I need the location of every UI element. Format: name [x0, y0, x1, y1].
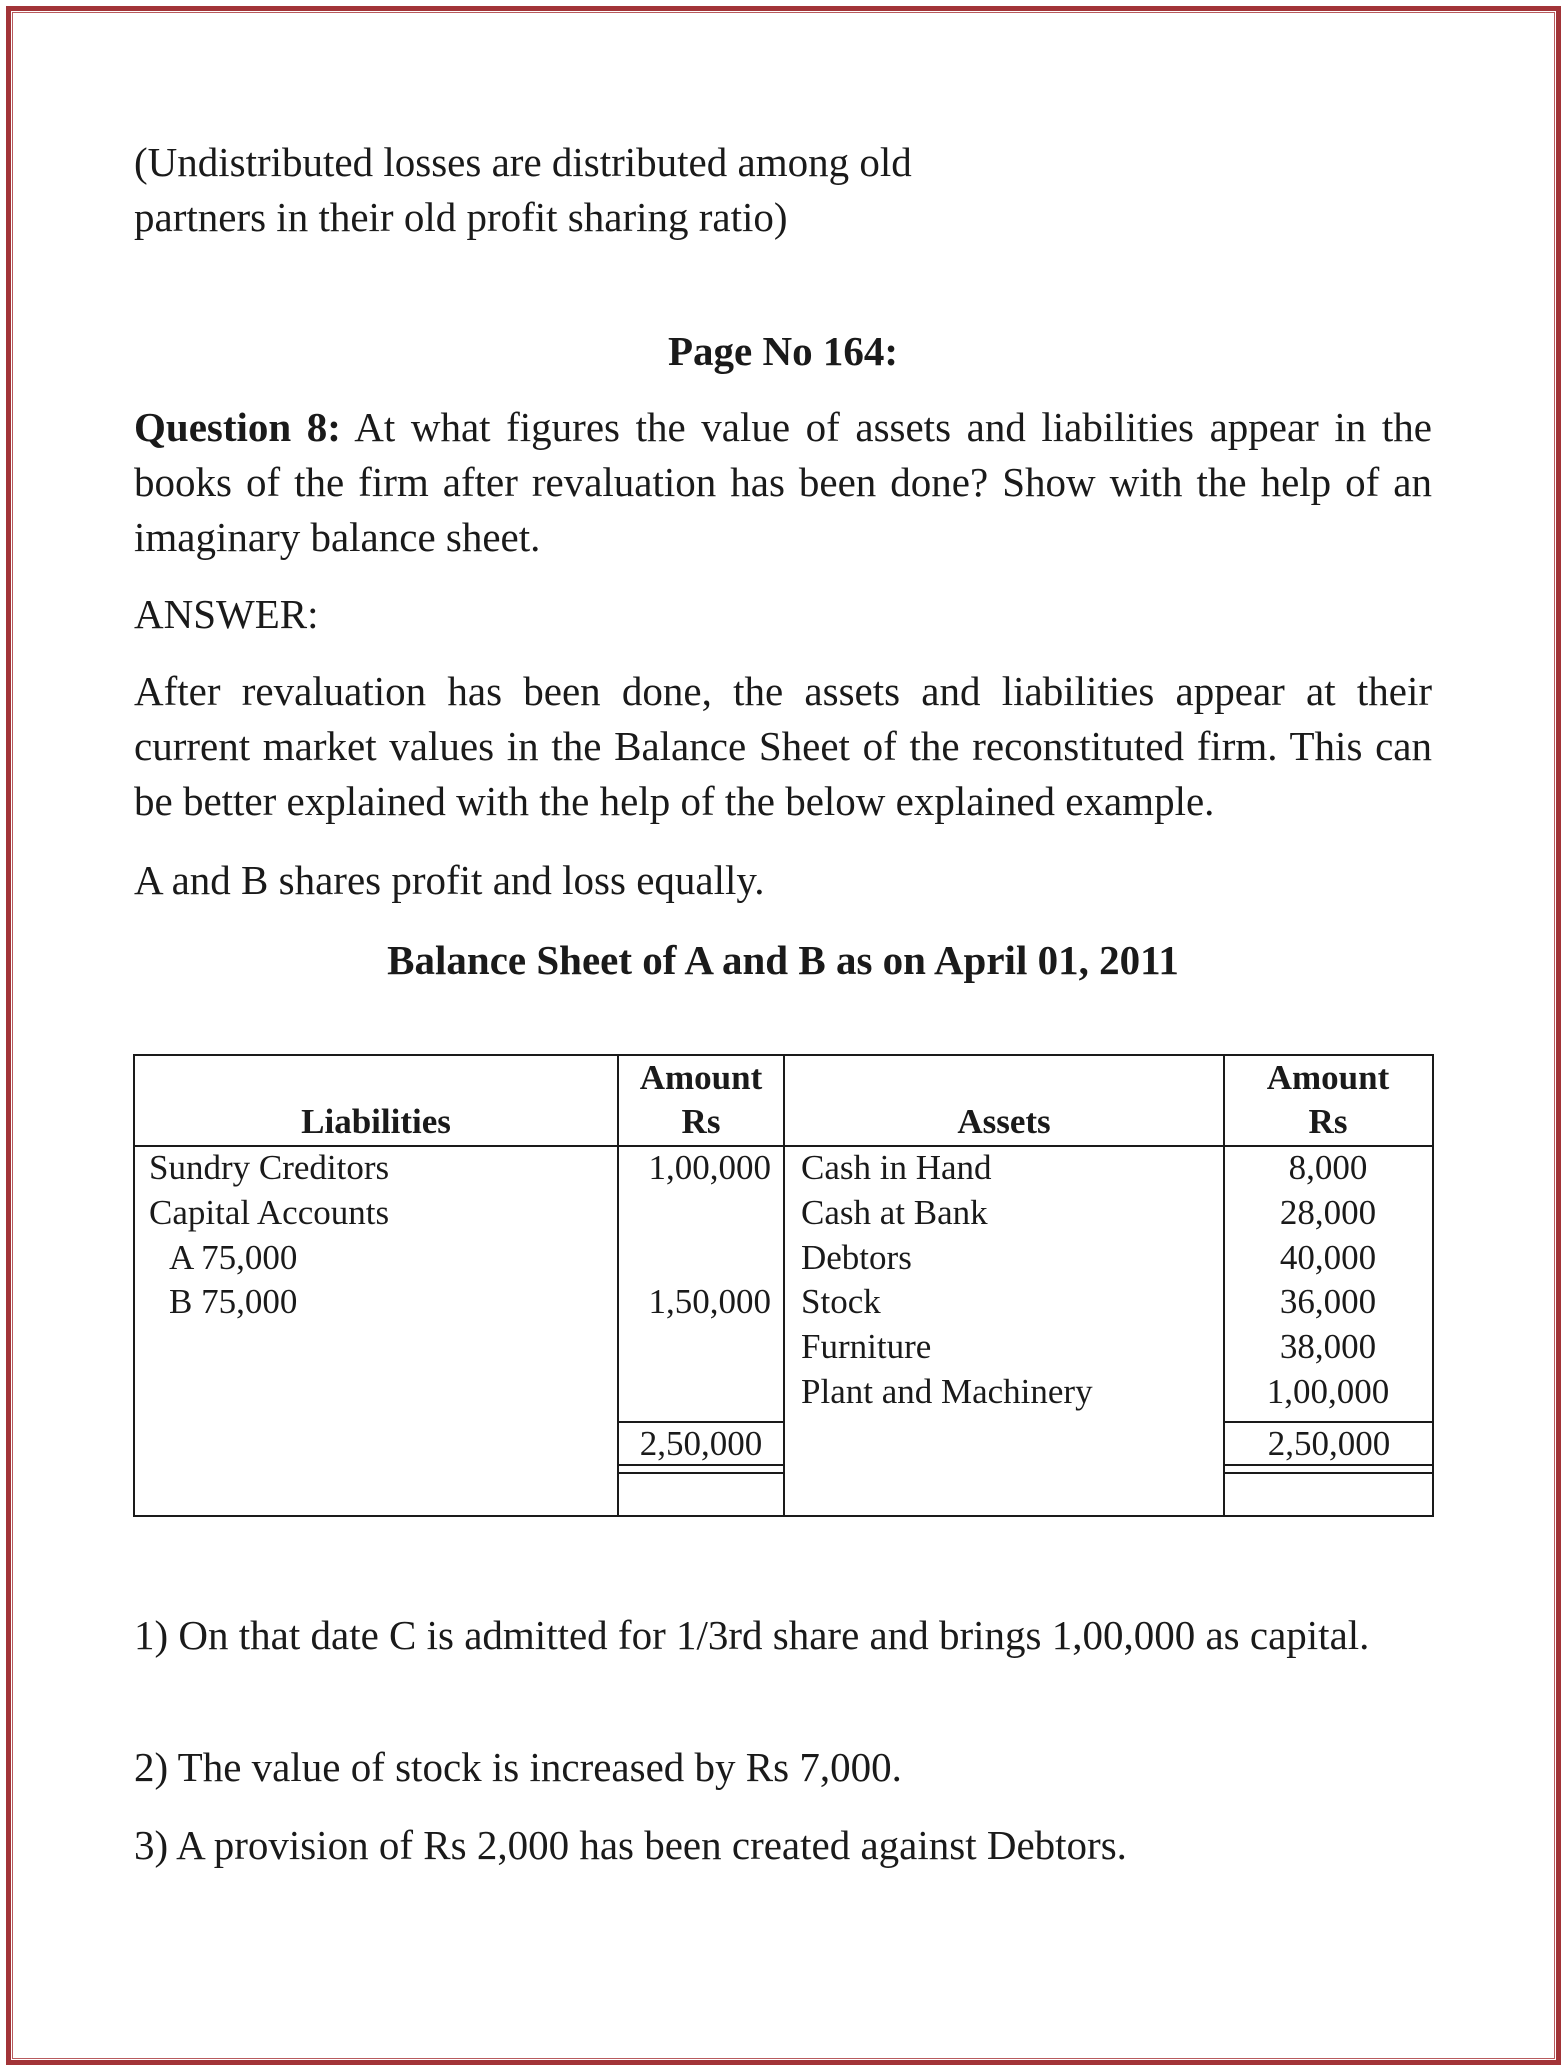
- header-rs-label: Rs: [681, 1102, 721, 1141]
- double-underline: [1225, 1472, 1433, 1474]
- liability-amount: [619, 1236, 771, 1281]
- question-label: Question 8:: [134, 404, 341, 450]
- asset-amount: 38,000: [1279, 1327, 1377, 1367]
- balance-sheet-title: Balance Sheet of A and B as on April 01, 2011: [387, 937, 1179, 983]
- liability-item: A 75,000: [169, 1237, 298, 1277]
- note-2: 2) The value of stock is increased by Rs 7,000.: [134, 1744, 902, 1790]
- profit-sharing-line: A and B shares profit and loss equally.: [134, 857, 765, 903]
- asset-item: Debtors: [801, 1237, 912, 1277]
- balance-sheet-table: [133, 1054, 1434, 1517]
- liability-amount: 1,00,000: [648, 1148, 771, 1187]
- header-assets: Assets: [957, 1102, 1051, 1141]
- intro-line-1: (Undistributed losses are distributed among old: [134, 139, 912, 185]
- total-liabilities: 2,50,000: [619, 1421, 783, 1466]
- note-3: 3) A provision of Rs 2,000 has been created against Debtors.: [134, 1822, 1127, 1868]
- question-8: [134, 400, 1432, 565]
- asset-item: Furniture: [801, 1327, 932, 1367]
- page-number-heading: Page No 164:: [667, 328, 898, 374]
- liability-amount: 1,50,000: [648, 1282, 771, 1322]
- liability-amount: [619, 1191, 771, 1236]
- header-amount-label: Amount: [1266, 1058, 1390, 1097]
- intro-note: [134, 135, 1034, 245]
- asset-amount: 40,000: [1279, 1237, 1377, 1277]
- note-1: 1) On that date C is admitted for 1/3rd share and brings 1,00,000 as capital.: [134, 1612, 1370, 1658]
- liability-item: Capital Accounts: [149, 1192, 390, 1232]
- answer-label: ANSWER:: [134, 591, 319, 637]
- asset-amount: 8,000: [1288, 1148, 1368, 1187]
- header-amount-label: Amount: [639, 1058, 763, 1097]
- intro-line-2: partners in their old profit sharing ratio): [134, 194, 788, 240]
- total-assets: 2,50,000: [1225, 1421, 1433, 1466]
- double-underline: [619, 1472, 783, 1474]
- header-rs-label: Rs: [1308, 1102, 1348, 1141]
- header-amount-assets: [1225, 1056, 1431, 1144]
- header-liabilities: Liabilities: [301, 1102, 451, 1141]
- question-text: At what figures the value of assets and liabilities appear in the books of the firm after revaluation has been done? Show with the help of an imaginary balance sheet.: [134, 404, 1432, 560]
- assets-amounts: [1225, 1146, 1431, 1415]
- asset-item: Cash at Bank: [801, 1192, 988, 1232]
- assets-list: [801, 1146, 1221, 1415]
- asset-amount: 1,00,000: [1266, 1371, 1390, 1411]
- liability-item: Sundry Creditors: [149, 1148, 390, 1187]
- header-amount-liabilities: [619, 1056, 783, 1144]
- asset-amount: 36,000: [1279, 1282, 1377, 1322]
- asset-item: Plant and Machinery: [801, 1371, 1093, 1411]
- answer-text: After revaluation has been done, the assets and liabilities appear at their current market values in the Balance Sheet of the reconstituted firm. This can be better explained with the help of the below explained example.: [134, 668, 1432, 824]
- liabilities-list: [149, 1146, 609, 1325]
- asset-amount: 28,000: [1279, 1192, 1377, 1232]
- asset-item: Cash in Hand: [801, 1148, 992, 1187]
- liability-item: B 75,000: [169, 1282, 298, 1322]
- asset-item: Stock: [801, 1282, 881, 1322]
- liabilities-amounts: [619, 1146, 771, 1325]
